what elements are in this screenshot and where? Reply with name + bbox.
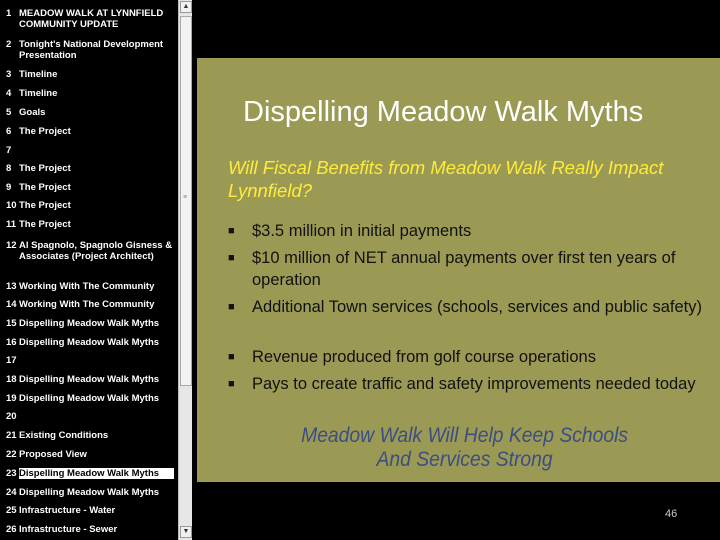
scroll-down-button[interactable]: ▼ (180, 526, 192, 538)
bullet-text: $10 million of NET annual payments over first ten years of operation (252, 249, 676, 289)
outline-item-title: Dispelling Meadow Walk Myths (19, 337, 160, 348)
outline-item-title: Working With The Community (19, 281, 155, 292)
slide-title: Dispelling Meadow Walk Myths (243, 96, 644, 128)
outline-item-number: 1 (6, 8, 12, 19)
outline-item-title: Infrastructure - Water (19, 505, 116, 516)
outline-item-title: Goals (19, 107, 46, 118)
outline-item-title: The Project (19, 182, 71, 193)
scroll-thumb[interactable] (180, 16, 192, 386)
outline-item-number: 20 (6, 411, 17, 422)
outline-item-number: 14 (6, 299, 17, 310)
outline-item-title: The Project (19, 200, 71, 211)
tagline-line-1: Meadow Walk Will Help Keep Schools (301, 424, 629, 447)
bullet-text: Pays to create traffic and safety improvements needed today (252, 375, 696, 393)
outline-item-title: The Project (19, 163, 71, 174)
outline-item-title: The Project (19, 126, 71, 137)
outline-item-number: 26 (6, 524, 17, 535)
outline-item-title: Infrastructure - Sewer (19, 524, 118, 535)
bullet-square-icon: ■ (228, 351, 235, 363)
scroll-up-button[interactable]: ▲ (180, 1, 192, 13)
outline-item-number: 15 (6, 318, 17, 329)
outline-item-title: Dispelling Meadow Walk Myths (19, 374, 160, 385)
outline-item-number: 21 (6, 430, 17, 441)
page-number: 46 (665, 508, 678, 520)
outline-item-number: 24 (6, 487, 17, 498)
tagline-line-2: And Services Strong (376, 448, 553, 471)
bullet-square-icon: ■ (228, 301, 235, 313)
outline-item-number: 10 (6, 200, 17, 211)
outline-item-number: 19 (6, 393, 17, 404)
bullet-square-icon: ■ (228, 225, 235, 237)
outline-item-title: Dispelling Meadow Walk Myths (19, 393, 160, 404)
outline-item-title: Dispelling Meadow Walk Myths (19, 318, 160, 329)
outline-item-number: 12 (6, 240, 17, 251)
outline-item-title: Al Spagnolo, Spagnolo Gisness & Associates (Project Architect) (19, 240, 173, 262)
outline-item-title: Dispelling Meadow Walk Myths (19, 468, 174, 479)
bullet-square-icon: ■ (228, 252, 235, 264)
outline-item-number: 16 (6, 337, 17, 348)
outline-item-number: 11 (6, 219, 17, 230)
outline-item-title: Tonight's National Development Presentation (19, 39, 164, 61)
outline-item-number: 7 (6, 145, 12, 156)
outline-item-title: Existing Conditions (19, 430, 109, 441)
outline-item-number: 18 (6, 374, 17, 385)
outline-item-title: Proposed View (19, 449, 87, 460)
outline-item-number: 8 (6, 163, 12, 174)
outline-item-number: 22 (6, 449, 17, 460)
outline-item-number: 13 (6, 281, 17, 292)
slide-subtitle: Will Fiscal Benefits from Meadow Walk Really Impact Lynnfield? (228, 157, 664, 201)
bullet-text: Revenue produced from golf course operations (252, 348, 596, 366)
outline-item-title: Dispelling Meadow Walk Myths (19, 487, 160, 498)
outline-item-number: 17 (6, 355, 17, 366)
outline-item-number: 23 (6, 468, 17, 479)
outline-item-number: 2 (6, 39, 12, 50)
grip-icon: ≡ (183, 194, 188, 201)
outline-item-number: 9 (6, 182, 12, 193)
outline-item-number: 4 (6, 88, 12, 99)
slide-outline-pane (0, 0, 178, 540)
outline-item-title: Timeline (19, 69, 58, 80)
outline-item-number: 5 (6, 107, 12, 118)
slide-tagline (253, 424, 676, 472)
outline-item-title: The Project (19, 219, 71, 230)
outline-item-title: Working With The Community (19, 299, 155, 310)
outline-item-number: 25 (6, 505, 17, 516)
bullet-square-icon: ■ (228, 378, 235, 390)
outline-scrollbar[interactable] (178, 0, 193, 540)
slide-canvas (197, 58, 720, 482)
outline-item-number: 3 (6, 69, 12, 80)
bullet-text: $3.5 million in initial payments (252, 222, 472, 240)
outline-item-title: Timeline (19, 88, 58, 99)
outline-item-number: 6 (6, 126, 12, 137)
bullet-text: Additional Town services (schools, services and public safety) (252, 298, 702, 316)
outline-item-title: MEADOW WALK AT LYNNFIELD COMMUNITY UPDATE (19, 8, 164, 30)
